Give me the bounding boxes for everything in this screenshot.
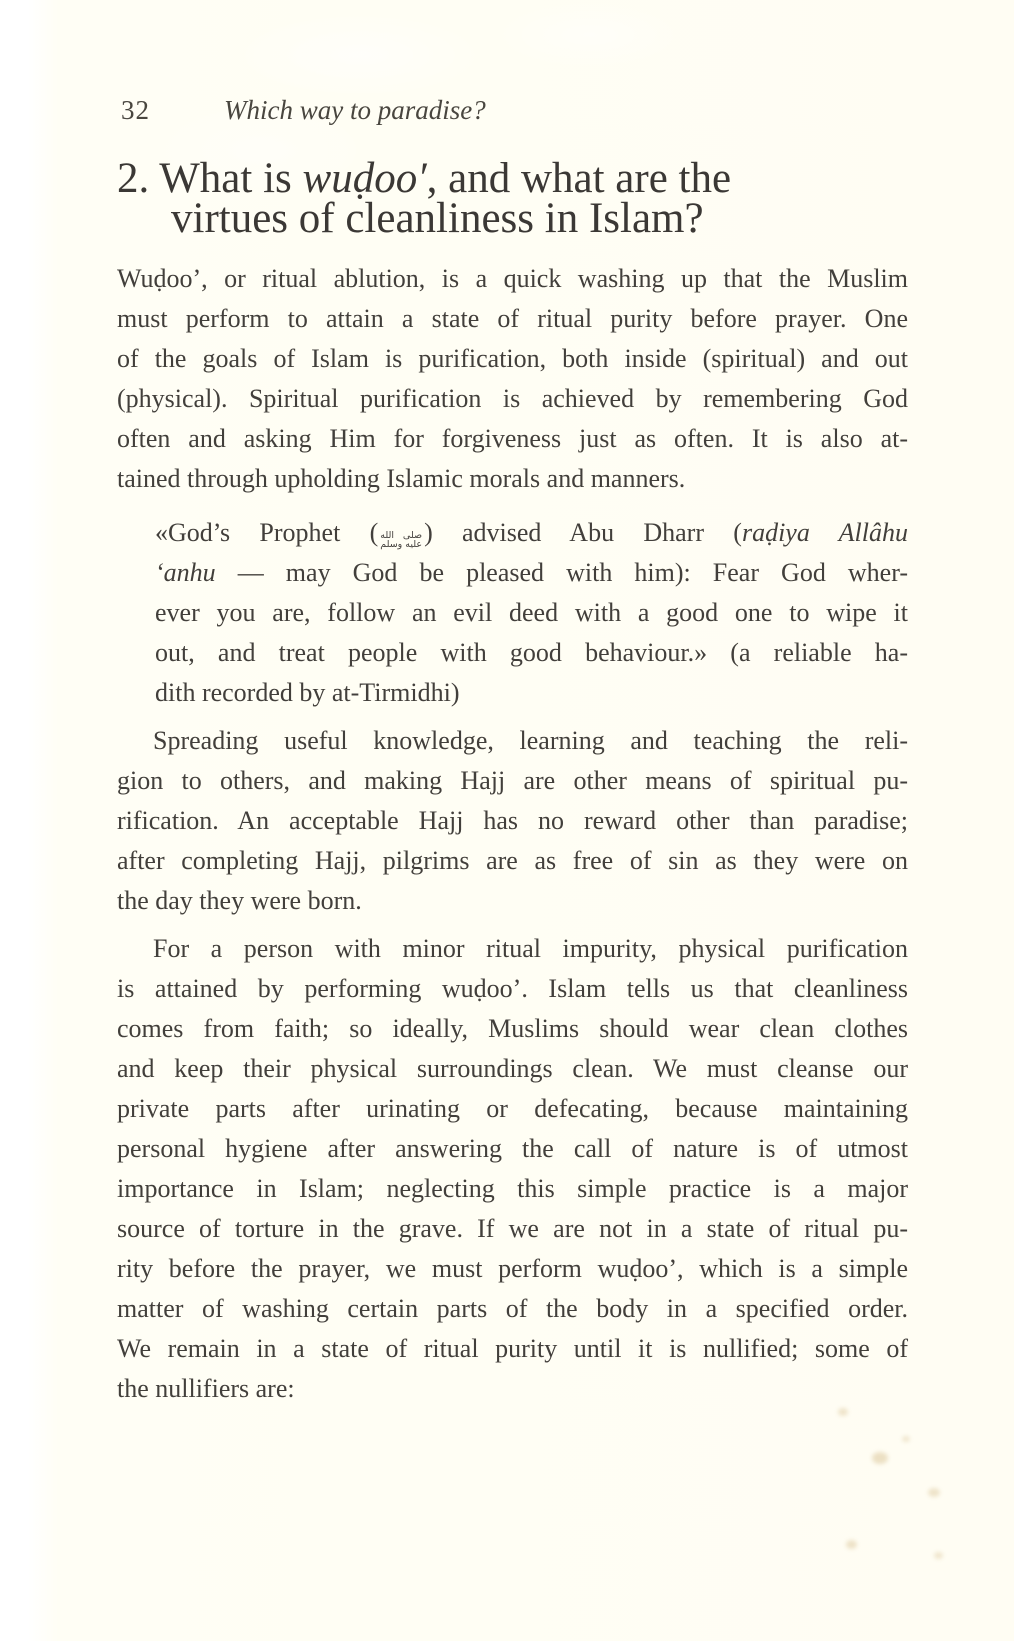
text-line: out, and treat people with good behaviour.» (a reliable ha-	[155, 638, 908, 667]
text-line: of the goals of Islam is purification, both inside (spiritual) and out	[117, 344, 908, 373]
text-line: is attained by performing wuḍoo’. Islam tells us that cleanliness	[117, 974, 908, 1003]
stain-mark	[838, 1408, 848, 1416]
text-line: must perform to attain a state of ritual purity before prayer. One	[117, 304, 908, 333]
paragraph-intro	[117, 259, 908, 499]
text-line: and keep their physical surroundings clean. We must cleanse our	[117, 1054, 908, 1083]
running-header	[117, 95, 908, 127]
hadith-quote	[155, 513, 908, 713]
page-number: 32	[121, 95, 150, 125]
text-line: private parts after urinating or defecating, because maintaining	[117, 1094, 908, 1123]
text-line: 2. What is wuḍoo′, and what are the	[117, 155, 732, 202]
text-line: personal hygiene after answering the call of nature is of utmost	[117, 1134, 908, 1163]
running-title: Which way to paradise?	[224, 95, 486, 125]
text-line: Wuḍoo’, or ritual ablution, is a quick washing up that the Muslim	[117, 264, 908, 293]
text-line: dith recorded by at-Tirmidhi)	[155, 678, 460, 707]
text-line: importance in Islam; neglecting this simple practice is a major	[117, 1174, 908, 1203]
text-line: rity before the prayer, we must perform wuḍoo’, which is a simple	[117, 1254, 908, 1283]
text-line: the nullifiers are:	[117, 1374, 295, 1403]
text-line: comes from faith; so ideally, Muslims should wear clean clothes	[117, 1014, 908, 1043]
text-line: source of torture in the grave. If we are not in a state of ritual pu-	[117, 1214, 908, 1243]
text-line: ‘anhu — may God be pleased with him): Fear God wher-	[155, 558, 908, 587]
stain-mark	[928, 1488, 940, 1497]
pbuh-symbol: صلى الله عليه وسلم	[380, 530, 423, 550]
text-line: often and asking Him for forgiveness just as often. It is also at-	[117, 424, 908, 453]
text-line: tained through upholding Islamic morals and manners.	[117, 464, 686, 493]
text-line: virtues of cleanliness in Islam?	[171, 195, 704, 242]
text-line: gion to others, and making Hajj are other means of spiritual pu-	[117, 766, 908, 795]
text-line: after completing Hajj, pilgrims are as free of sin as they were on	[117, 846, 908, 875]
paragraph-physical-purification	[117, 929, 908, 1409]
section-heading	[117, 155, 908, 242]
text-line: «God’s Prophet ( صلى الله عليه وسلم ) advised Abu Dharr (raḍiya Allâhu	[155, 518, 908, 550]
text-line: the day they were born.	[117, 886, 362, 915]
stain-mark	[934, 1552, 943, 1559]
text-line: For a person with minor ritual impurity, physical purification	[153, 934, 908, 963]
text-line: We remain in a state of ritual purity until it is nullified; some of	[117, 1334, 908, 1363]
text-column	[117, 95, 908, 1409]
stain-mark	[846, 1540, 857, 1549]
stain-mark	[872, 1452, 888, 1464]
stain-mark	[902, 1436, 910, 1442]
text-line: ever you are, follow an evil deed with a good one to wipe it	[155, 598, 908, 627]
text-block	[117, 259, 908, 1409]
text-line: (physical). Spiritual purification is achieved by remembering God	[117, 384, 908, 413]
text-line: Spreading useful knowledge, learning and teaching the reli-	[153, 726, 908, 755]
text-line: matter of washing certain parts of the body in a specified order.	[117, 1294, 908, 1323]
paragraph-spiritual-purification	[117, 721, 908, 921]
text-line: rification. An acceptable Hajj has no reward other than paradise;	[117, 806, 908, 835]
